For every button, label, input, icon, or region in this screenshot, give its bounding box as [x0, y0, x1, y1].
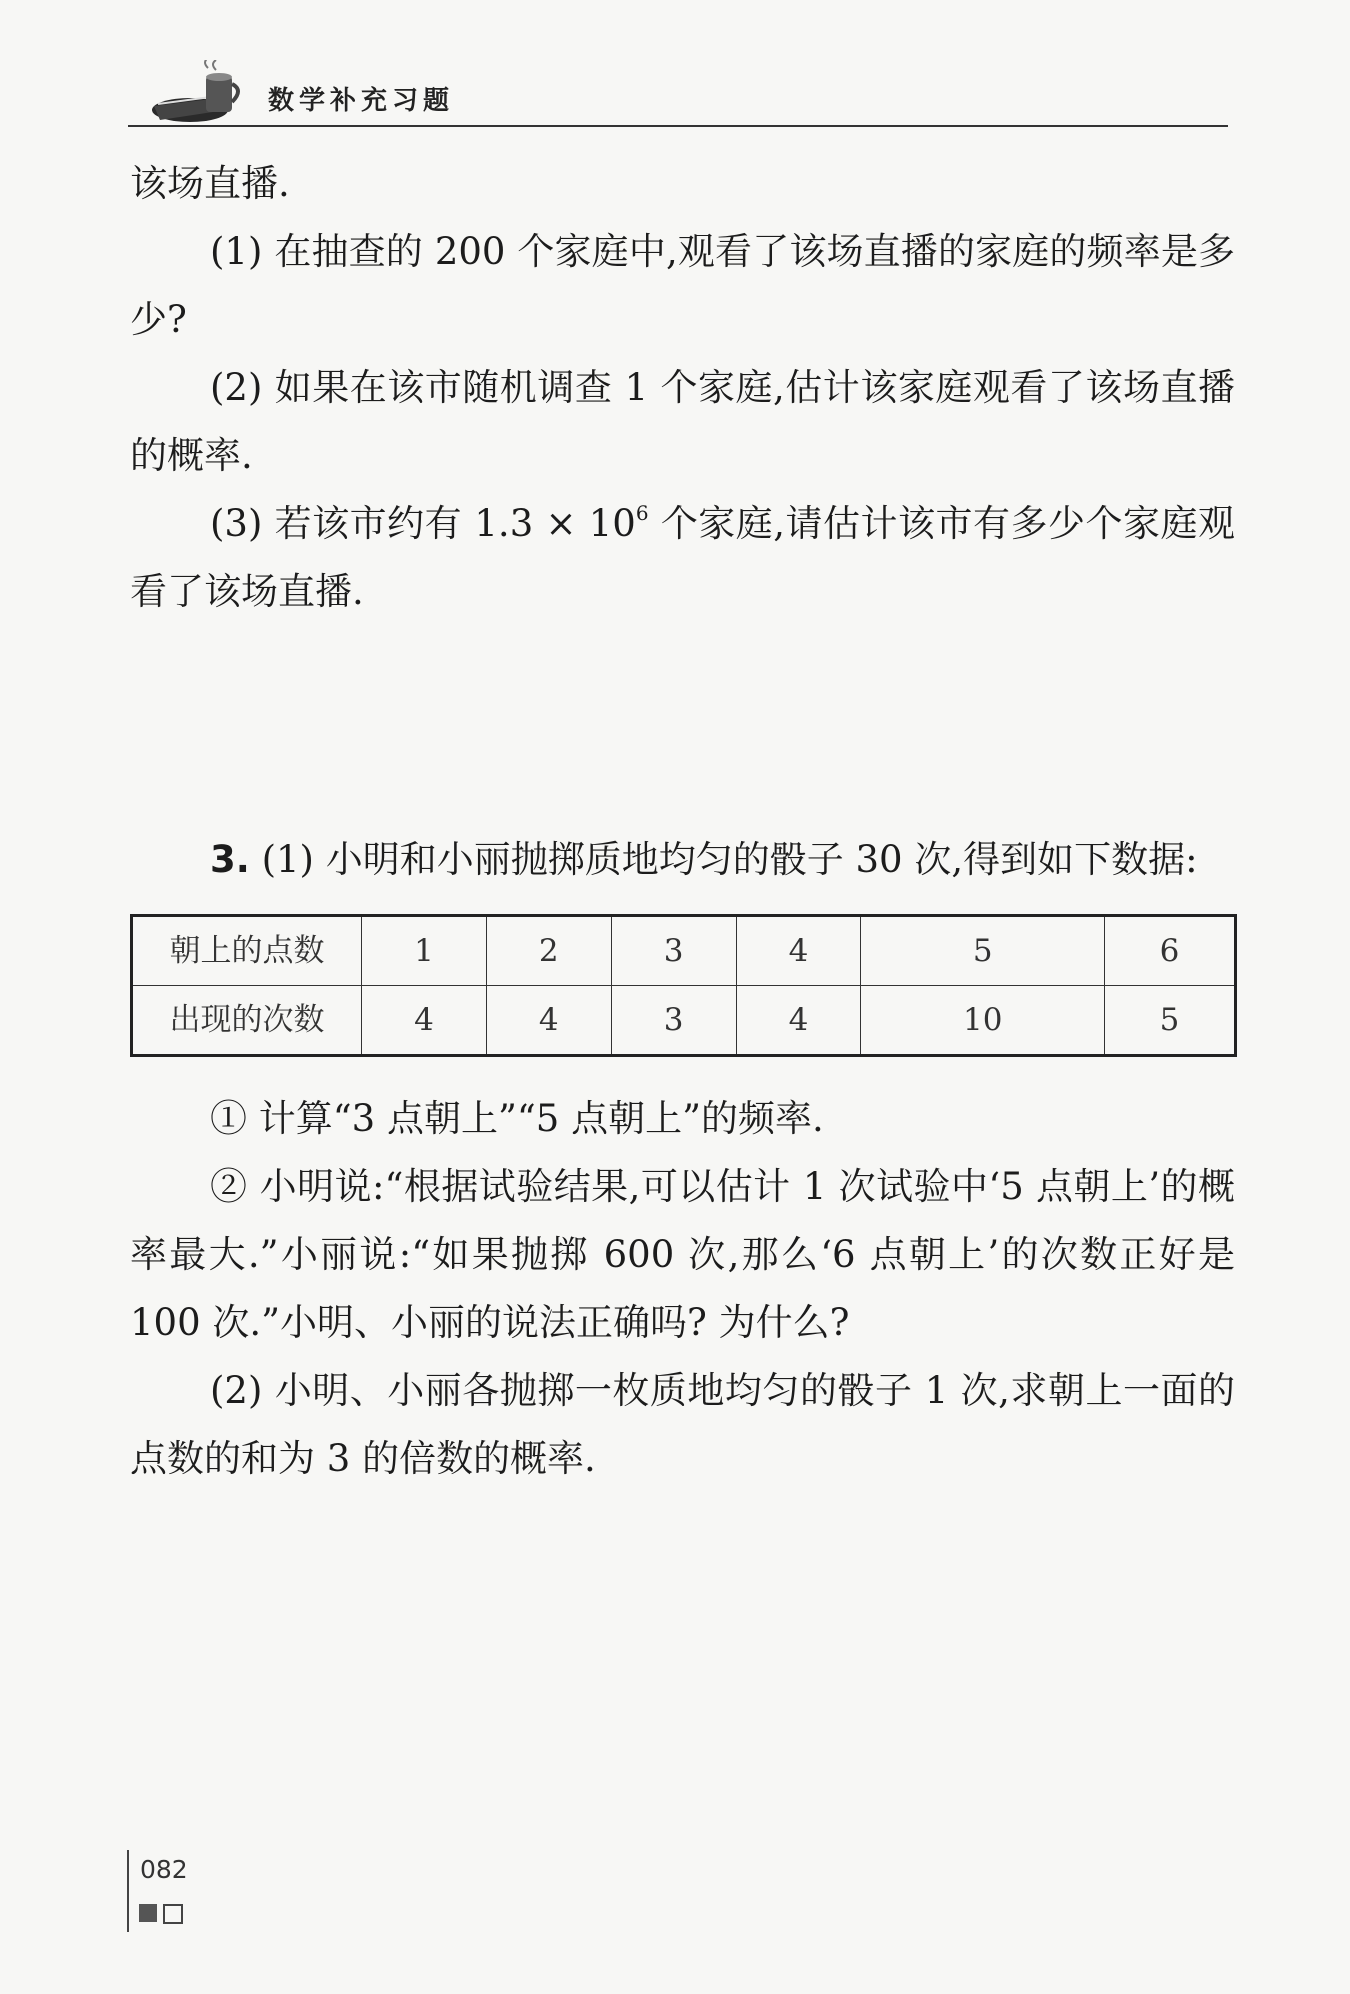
table-cell: 4: [486, 986, 611, 1056]
exponent: 6: [635, 501, 649, 525]
table-row-header: 出现的次数: [132, 986, 362, 1056]
table-cell: 4: [362, 986, 487, 1056]
page-content: [130, 150, 1235, 1493]
question-3-sub-2: ② 小明说:“根据试验结果,可以估计 1 次试验中‘5 点朝上’的概率最大.”小丽说:“如果抛掷 600 次,那么‘6 点朝上’的次数正好是 100 次.”小明、小丽的说法正确吗? 为什么?: [130, 1165, 1235, 1344]
table-cell: 2: [486, 916, 611, 986]
page-header: [128, 40, 1228, 127]
table-cell: 4: [736, 986, 861, 1056]
table-cell: 4: [736, 916, 861, 986]
empty-square-icon: [163, 1904, 183, 1924]
table-cell: 3: [611, 916, 736, 986]
table-cell: 6: [1105, 916, 1236, 986]
continued-text: 该场直播.: [130, 162, 290, 205]
part-3-text-a: (3) 若该市约有 1.3 × 10: [210, 502, 636, 545]
question-2-part-1: (1) 在抽查的 200 个家庭中,观看了该场直播的家庭的频率是多少?: [130, 230, 1235, 341]
question-3-part-2: (2) 小明、小丽各抛掷一枚质地均匀的骰子 1 次,求朝上一面的点数的和为 3 的倍数的概率.: [130, 1369, 1235, 1480]
footer-divider: [127, 1850, 129, 1932]
question-2-part-3: [130, 490, 1235, 626]
table-row-header: 朝上的点数: [132, 916, 362, 986]
question-3-intro: [130, 826, 1235, 894]
table-row: [132, 916, 1236, 986]
table-cell: 5: [861, 916, 1105, 986]
table-cell: 5: [1105, 986, 1236, 1056]
part-3-text-b: 个家庭,请估计该市有多少个家庭观看了该场直播.: [130, 502, 1235, 613]
question-3-sub-1: ① 计算“3 点朝上”“5 点朝上”的频率.: [210, 1097, 824, 1140]
page-number: 082: [140, 1855, 188, 1884]
question-3-text: (1) 小明和小丽抛掷质地均匀的骰子 30 次,得到如下数据:: [249, 838, 1198, 881]
table-row: [132, 986, 1236, 1056]
header-title: 数学补充习题: [268, 86, 455, 116]
filled-square-icon: [139, 1904, 157, 1922]
table-cell: 3: [611, 986, 736, 1056]
question-2-part-2: (2) 如果在该市随机调查 1 个家庭,估计该家庭观看了该场直播的概率.: [130, 366, 1235, 477]
book-and-cup-icon: [150, 60, 260, 130]
table-cell: 10: [861, 986, 1105, 1056]
table-cell: 1: [362, 916, 487, 986]
dice-data-table: [130, 914, 1237, 1057]
question-3-number: 3.: [210, 838, 250, 881]
